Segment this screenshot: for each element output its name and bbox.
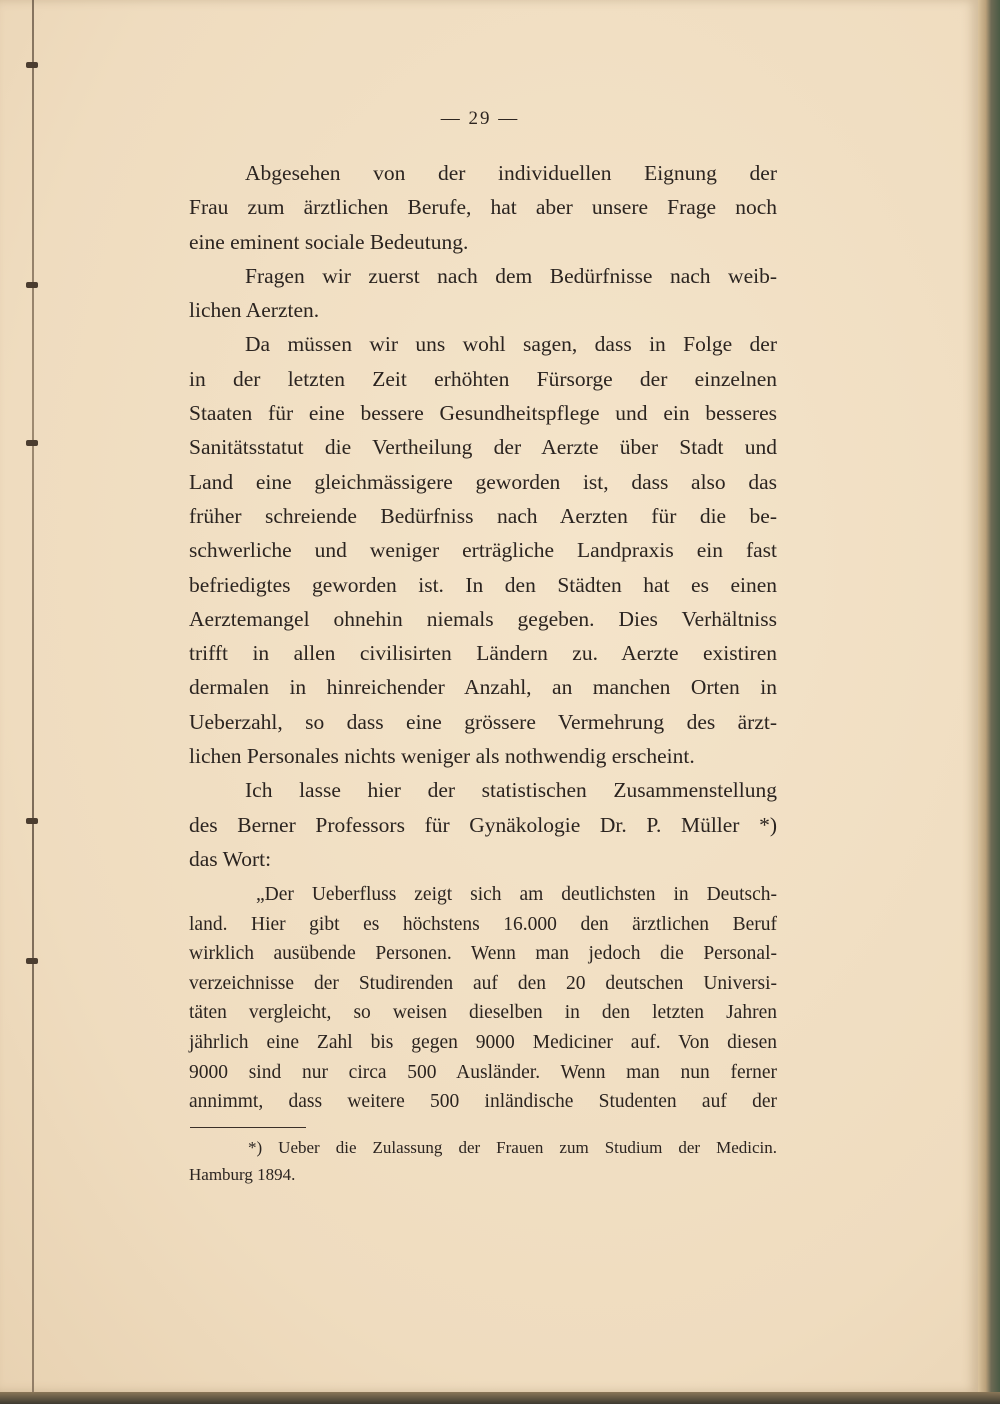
book-edge-right (978, 0, 1000, 1404)
text-line: lichen Aerzten. (189, 298, 320, 323)
text-line: Frau zum ärztlichen Berufe, hat aber unsere Frage noch (189, 195, 777, 220)
text-line: lichen Personales nichts weniger als nothwendig erscheint. (189, 744, 695, 769)
gutter-stitch (26, 958, 38, 964)
text-line: dermalen in hinreichender Anzahl, an manchen Orten in (189, 675, 777, 700)
gutter-stitch (26, 440, 38, 446)
footnote-divider (190, 1127, 306, 1128)
text-line: wirklich ausübende Personen. Wenn man jedoch die Personal- (189, 943, 777, 965)
page-number: — 29 — (440, 108, 520, 129)
text-line: schwerliche und weniger erträgliche Landpraxis ein fast (189, 538, 777, 563)
text-line: Aerztemangel ohnehin niemals gegeben. Dies Verhältniss (189, 606, 777, 631)
main-text (189, 156, 777, 876)
text-line: Staaten für eine bessere Gesundheitspflege und ein besseres (189, 401, 777, 426)
text-line: „Der Ueberfluss zeigt sich am deutlichsten in Deutsch- (256, 884, 777, 905)
text-line: Abgesehen von der individuellen Eignung der (245, 161, 777, 185)
text-line: Sanitätsstatut die Vertheilung der Aerzte über Stadt und (189, 435, 777, 460)
text-line: jährlich eine Zahl bis gegen 9000 Mediciner auf. Von diesen (189, 1031, 777, 1053)
text-line: befriedigtes geworden ist. In den Städten hat es einen (189, 572, 777, 597)
text-line: Ueberzahl, so dass eine grössere Vermehrung des ärzt- (189, 709, 777, 734)
text-line: Land eine gleichmässigere geworden ist, dass also das (189, 469, 777, 494)
gutter-stitch (26, 62, 38, 68)
text-line: 9000 sind nur circa 500 Ausländer. Wenn man nun ferner (189, 1061, 777, 1083)
text-line: eine eminent sociale Bedeutung. (189, 229, 469, 254)
text-line: das Wort: (189, 846, 272, 871)
text-line: Ich lasse hier der statistischen Zusammenstellung (245, 778, 777, 803)
text-line: Fragen wir zuerst nach dem Bedürfnisse nach weib- (245, 263, 777, 288)
footnote (189, 1134, 777, 1188)
text-line: *) Ueber die Zulassung der Frauen zum Studium der Medicin. (248, 1138, 777, 1157)
gutter-stitch (26, 818, 38, 824)
text-line: land. Hier gibt es höchstens 16.000 den ärztlichen Beruf (189, 913, 777, 935)
text-line: täten vergleicht, so weisen dieselben in den letzten Jahren (189, 1002, 777, 1024)
book-edge-bottom (0, 1392, 1000, 1404)
text-line: trifft in allen civilisirten Ländern zu. Aerzte existiren (189, 641, 777, 666)
text-line: früher schreiende Bedürfniss nach Aerzten für die be- (189, 503, 777, 528)
text-line: Hamburg 1894. (189, 1165, 296, 1184)
binding-gutter (32, 0, 34, 1392)
text-line: in der letzten Zeit erhöhten Fürsorge der einzelnen (189, 366, 777, 391)
text-line: annimmt, dass weitere 500 inländische Studenten auf der (189, 1091, 777, 1113)
text-line: Da müssen wir uns wohl sagen, dass in Folge der (245, 332, 777, 357)
text-line: des Berner Professors für Gynäkologie Dr. P. Müller *) (189, 812, 777, 837)
gutter-stitch (26, 282, 38, 288)
text-line: verzeichnisse der Studirenden auf den 20 deutschen Universi- (189, 972, 777, 994)
quoted-passage (189, 880, 777, 1117)
